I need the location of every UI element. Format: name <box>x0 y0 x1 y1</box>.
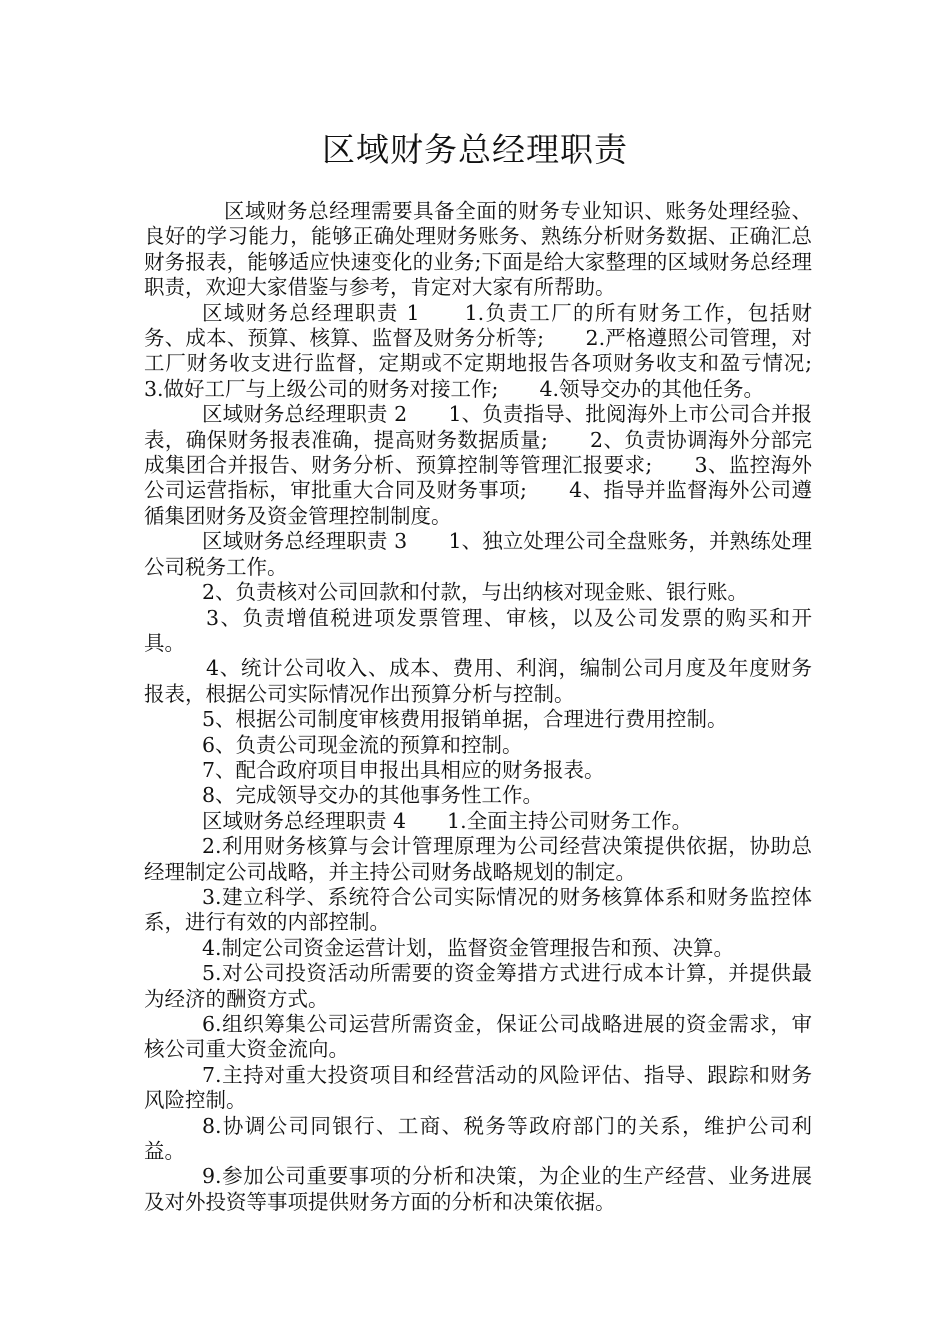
duty-section-1: 区域财务总经理职责 1 1.负责工厂的所有财务工作，包括财务、成本、预算、核算、监督及财务分析等; 2.严格遵照公司管理，对工厂财务收支进行监督，定期或不定期地报告各项财务收支和盈亏情况; 3.做好工厂与上级公司的财务对接工作; 4.领导交办的其他任务。 <box>144 300 853 401</box>
duty-item: 3.建立科学、系统符合公司实际情况的财务核算体系和财务监控体系，进行有效的内部控制。 <box>144 884 812 935</box>
intro-paragraph: 区域财务总经理需要具备全面的财务专业知识、账务处理经验、良好的学习能力，能够正确处理财务账务、熟练分析财务数据、正确汇总财务报表，能够适应快速变化的业务;下面是给大家整理的区域财务总经理职责，欢迎大家借鉴与参考，肯定对大家有所帮助。 <box>144 199 812 300</box>
duty-item: 2.利用财务核算与会计管理原理为公司经营决策提供依据，协助总经理制定公司战略，并主持公司财务战略规划的制定。 <box>144 834 812 884</box>
duty-item: 8、完成领导交办的其他事务性工作。 <box>202 783 544 808</box>
duty-section-3: 区域财务总经理职责 3 1、独立处理公司全盘账务，并熟练处理公司税务工作。 <box>144 529 812 579</box>
duty-item: 7、配合政府项目申报出具相应的财务报表。 <box>202 757 605 782</box>
duty-section-2: 区域财务总经理职责 2 1、负责指导、批阅海外上市公司合并报表，确保财务报表准确，提高财务数据质量; 2、负责协调海外分部完成集团合并报告、财务分析、预算控制等管理汇报要求; 3、监控海外公司运营指标，审批重大合同及财务事项; 4、指导并监督海外公司遵循集团财务及资金管理控制制度。 <box>144 402 812 528</box>
duty-item: 9.参加公司重要事项的分析和决策，为企业的生产经营、业务进展及对外投资等事项提供财务方面的分析和决策依据。 <box>144 1164 812 1214</box>
document-body <box>144 199 853 1215</box>
duty-item: 7.主持对重大投资项目和经营活动的风险评估、指导、跟踪和财务风险控制。 <box>144 1062 812 1113</box>
duty-item: 5.对公司投资活动所需要的资金筹措方式进行成本计算，并提供最为经济的酬资方式。 <box>144 961 812 1011</box>
document-title: 区域财务总经理职责 <box>322 130 628 169</box>
duty-item: 5、根据公司制度审核费用报销单据，合理进行费用控制。 <box>202 707 728 732</box>
duty-item: 3、负责增值税进项发票管理、审核，以及公司发票的购买和开具。 <box>144 605 812 655</box>
duty-section-4: 区域财务总经理职责 4 1.全面主持公司财务工作。 <box>202 808 693 833</box>
duty-item: 6.组织筹集公司运营所需资金，保证公司战略进展的资金需求，审核公司重大资金流向。 <box>144 1012 812 1062</box>
duty-item: 4.制定公司资金运营计划，监督资金管理报告和预、决算。 <box>202 935 735 960</box>
duty-item: 6、负责公司现金流的预算和控制。 <box>202 732 523 757</box>
duty-item: 2、负责核对公司回款和付款，与出纳核对现金账、银行账。 <box>202 580 749 605</box>
duty-item: 8.协调公司同银行、工商、税务等政府部门的关系，维护公司利益。 <box>144 1113 812 1164</box>
duty-item: 4、统计公司收入、成本、费用、利润，编制公司月度及年度财务报表，根据公司实际情况作出预算分析与控制。 <box>144 656 812 706</box>
